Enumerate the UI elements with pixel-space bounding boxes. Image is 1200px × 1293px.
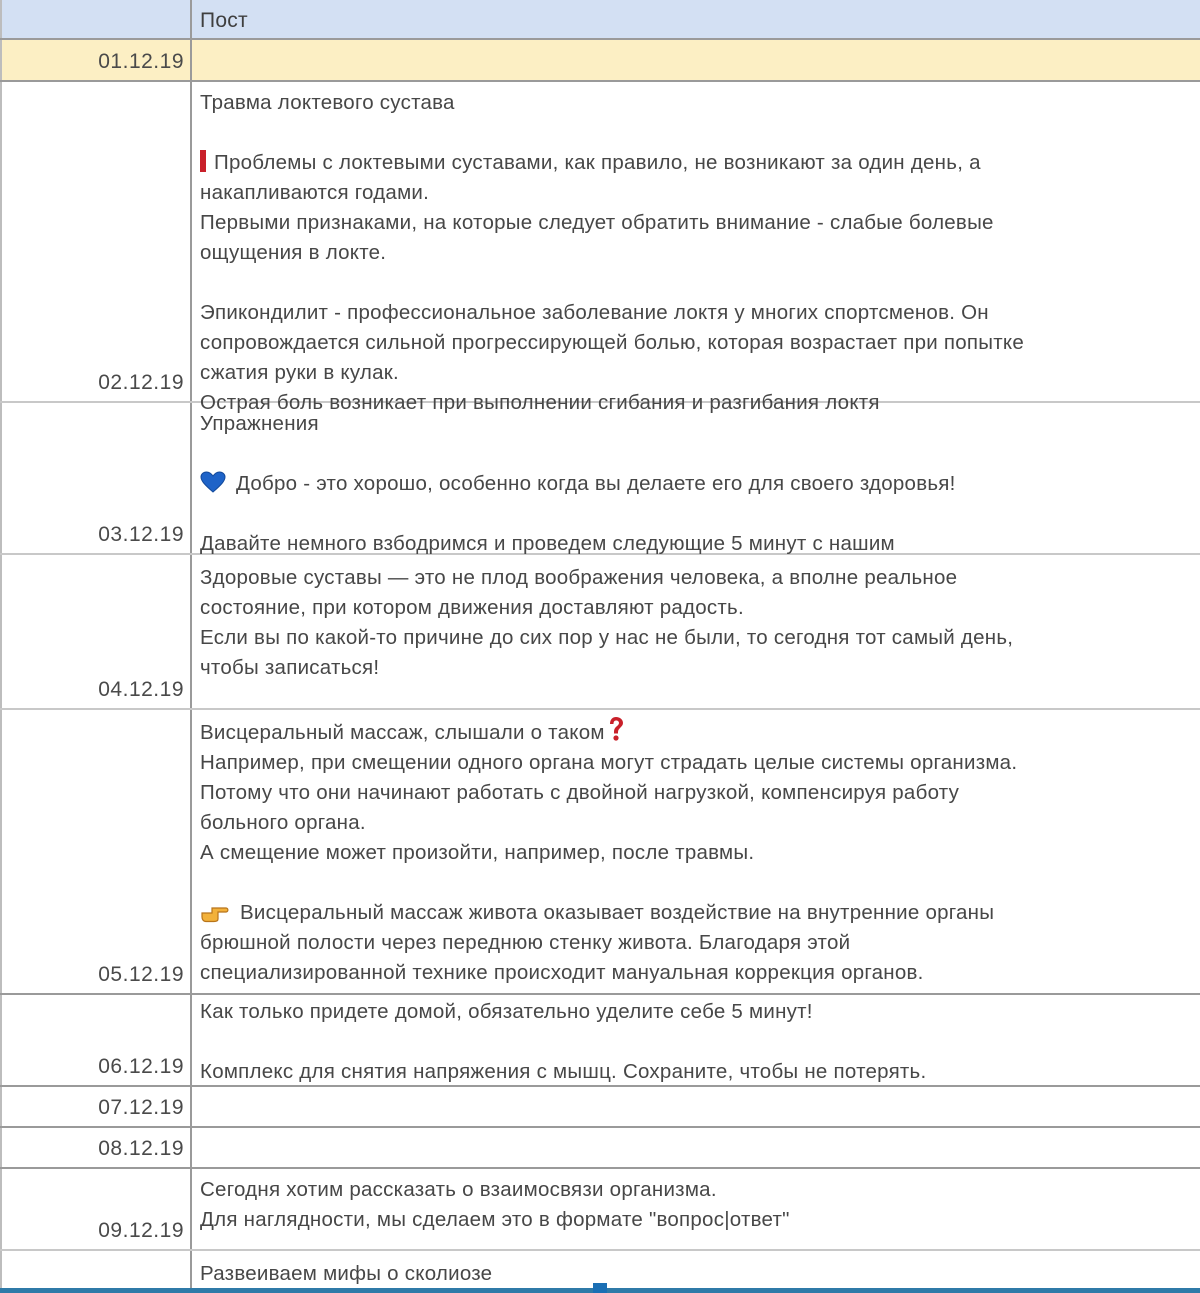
post-line <box>200 118 1192 148</box>
date-label: 08.12.19 <box>98 1137 184 1160</box>
date-cell[interactable] <box>0 1169 192 1249</box>
table-row <box>0 1169 1200 1251</box>
post-line: Сегодня хотим рассказать о взаимосвязи организма. <box>200 1178 717 1201</box>
post-line <box>200 439 1192 469</box>
post-line <box>200 868 1192 898</box>
post-line: сопровождается сильной прогрессирующей болью, которая возрастает при попытке <box>200 331 1024 354</box>
post-line: Потому что они начинают работать с двойной нагрузкой, компенсируя работу <box>200 781 960 804</box>
date-cell[interactable] <box>0 82 192 401</box>
post-title: Упражнения <box>200 412 319 435</box>
date-label: 02.12.19 <box>98 371 184 394</box>
exclamation-icon <box>200 150 206 172</box>
date-label: 09.12.19 <box>98 1219 184 1242</box>
header-date-cell[interactable] <box>0 0 192 38</box>
scrollbar-handle[interactable] <box>593 1283 607 1293</box>
date-cell[interactable] <box>0 1251 192 1293</box>
table-row <box>0 403 1200 555</box>
date-cell[interactable] <box>0 403 192 553</box>
pointing-hand-icon <box>200 902 230 922</box>
date-label <box>178 1263 184 1287</box>
date-label: 05.12.19 <box>98 963 184 986</box>
post-line <box>200 268 1192 298</box>
post-line: Эпикондилит - профессиональное заболевание локтя у многих спортсменов. Он <box>200 301 989 324</box>
header-post-cell[interactable] <box>194 0 1200 38</box>
post-line: Развеиваем мифы о сколиозе <box>200 1262 493 1285</box>
table-row <box>0 82 1200 414</box>
post-line: Для наглядности, мы сделаем это в формате "вопрос|ответ" <box>200 1208 790 1231</box>
post-cell[interactable] <box>194 555 1200 708</box>
post-line: Первыми признаками, на которые следует обратить внимание - слабые болевые <box>200 211 994 234</box>
table-row <box>0 555 1200 710</box>
table-row <box>0 1128 1200 1169</box>
date-label: 06.12.19 <box>98 1055 184 1078</box>
post-cell[interactable] <box>194 403 1200 553</box>
post-title: Травма локтевого сустава <box>200 91 455 114</box>
post-cell[interactable] <box>194 82 1200 414</box>
post-line: Висцеральный массаж живота оказывает воздействие на внутренние органы <box>200 898 1192 928</box>
date-cell[interactable] <box>0 1128 192 1167</box>
table-row <box>0 995 1200 1087</box>
question-mark-icon <box>607 716 625 742</box>
blue-heart-icon <box>200 471 226 493</box>
column-header-post: Пост <box>200 9 248 32</box>
post-cell[interactable] <box>194 710 1200 993</box>
post-cell[interactable] <box>194 1169 1200 1249</box>
post-line: специализированной технике происходит мануальная коррекция органов. <box>200 961 924 984</box>
date-cell[interactable] <box>0 995 192 1085</box>
post-cell[interactable] <box>194 40 1200 80</box>
date-label: 04.12.19 <box>98 678 184 701</box>
date-cell[interactable] <box>0 710 192 993</box>
header-row <box>0 0 1200 40</box>
post-line: ощущения в локте. <box>200 241 387 264</box>
post-cell[interactable] <box>194 995 1200 1085</box>
post-cell[interactable] <box>194 1128 1200 1167</box>
post-line: Здоровые суставы — это не плод воображения человека, а вполне реальное <box>200 566 958 589</box>
post-line: брюшной полости через переднюю стенку живота. Благодаря этой <box>200 931 851 954</box>
post-line: накапливаются годами. <box>200 181 430 204</box>
post-line: Острая боль возникает при выполнении сгибания и разгибания локтя <box>200 391 880 414</box>
post-line: Давайте немного взбодримся и проведем следующие 5 минут с нашим <box>200 532 895 555</box>
table-row <box>0 40 1200 82</box>
post-line: Как только придете домой, обязательно уделите себе 5 минут! <box>200 1000 813 1023</box>
date-label: 03.12.19 <box>98 523 184 546</box>
post-line: Если вы по какой-то причине до сих пор у нас не были, то сегодня тот самый день, <box>200 626 1014 649</box>
post-line: сжатия руки в кулак. <box>200 361 399 384</box>
post-line <box>200 499 1192 529</box>
date-label: 07.12.19 <box>98 1096 184 1119</box>
table-row <box>0 1087 1200 1128</box>
date-cell[interactable] <box>0 1087 192 1126</box>
post-line: Проблемы с локтевыми суставами, как правило, не возникают за один день, а <box>200 148 1192 178</box>
post-line: Например, при смещении одного органа могут страдать целые системы организма. <box>200 751 1018 774</box>
post-line <box>200 1027 1192 1057</box>
post-line: А смещение может произойти, например, после травмы. <box>200 841 755 864</box>
date-cell[interactable] <box>0 40 192 80</box>
table-row <box>0 710 1200 995</box>
post-line: состояние, при котором движения доставляют радость. <box>200 596 744 619</box>
post-line: Добро - это хорошо, особенно когда вы делаете его для своего здоровья! <box>200 469 1192 499</box>
date-label: 01.12.19 <box>98 50 184 73</box>
post-line: Комплекс для снятия напряжения с мышц. Сохраните, чтобы не потерять. <box>200 1060 927 1083</box>
post-cell[interactable] <box>194 1251 1200 1293</box>
post-line: чтобы записаться! <box>200 656 380 679</box>
post-cell[interactable] <box>194 1087 1200 1126</box>
post-line: больного органа. <box>200 811 366 834</box>
post-line: Висцеральный массаж, слышали о таком <box>200 716 1192 748</box>
date-cell[interactable] <box>0 555 192 708</box>
